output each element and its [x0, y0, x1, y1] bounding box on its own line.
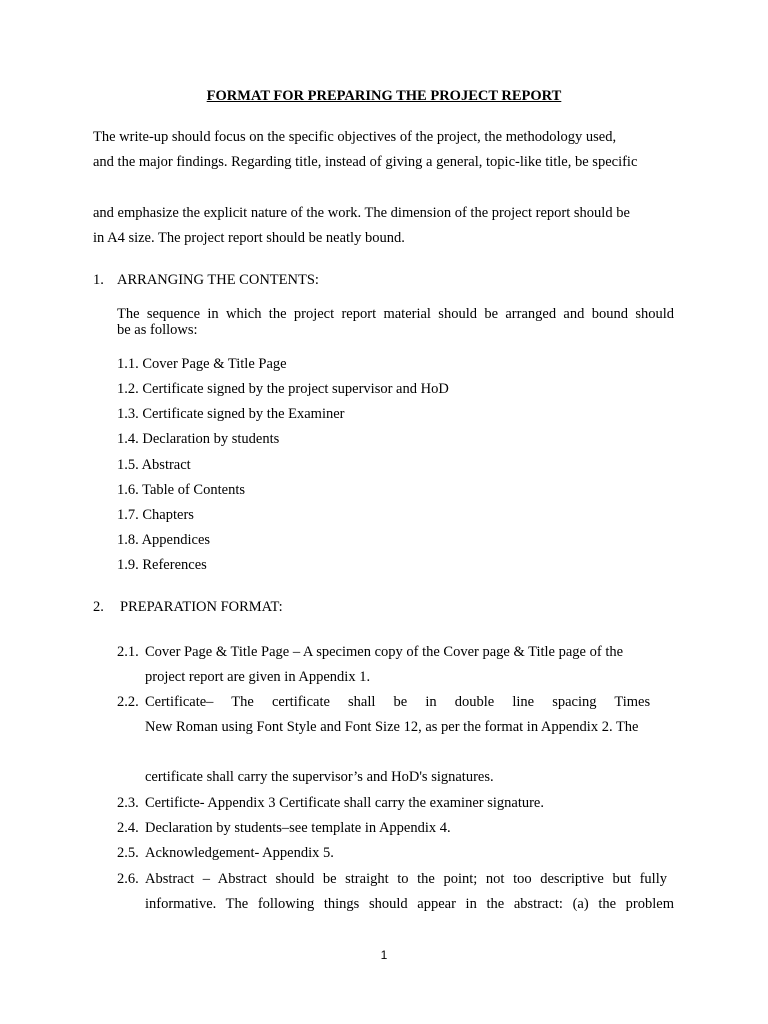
list-item: 1.6. Table of Contents — [117, 482, 245, 498]
list-item: project report are given in Appendix 1. — [145, 669, 371, 685]
intro-line-1: The write-up should focus on the specific objectives of the project, the methodology used, — [93, 129, 617, 145]
intro-line-3: and emphasize the explicit nature of the work. The dimension of the project report should be — [93, 205, 630, 221]
list-item: 1.9. References — [117, 557, 207, 573]
list-item: 1.2. Certificate signed by the project supervisor and HoD — [117, 381, 449, 397]
list-item: 1.5. Abstract — [117, 457, 191, 473]
list-item-number: 2.6. — [117, 871, 139, 887]
intro-line-4: in A4 size. The project report should be neatly bound. — [93, 230, 405, 246]
list-item: Certificte- Appendix 3 Certificate shall carry the examiner signature. — [145, 795, 544, 811]
list-item-number: 2.2. — [117, 694, 139, 710]
list-item: Certificate– The certificate shall be in double line spacing Times — [145, 694, 651, 710]
list-item: 1.1. Cover Page & Title Page — [117, 356, 287, 372]
list-item: 1.8. Appendices — [117, 532, 211, 548]
page-title: FORMAT FOR PREPARING THE PROJECT REPORT — [206, 88, 562, 104]
list-item-number: 2.5. — [117, 845, 139, 861]
section-1-heading: ARRANGING THE CONTENTS: — [117, 272, 319, 288]
section-1-number: 1. — [93, 272, 104, 288]
list-item-number: 2.1. — [117, 644, 139, 660]
list-item: informative. The following things should appear in the abstract: (a) the problem — [145, 896, 674, 912]
intro-line-2: and the major findings. Regarding title, instead of giving a general, topic-like title, be specific — [93, 154, 638, 170]
list-item: New Roman using Font Style and Font Size 12, as per the format in Appendix 2. The — [145, 719, 639, 735]
list-item-number: 2.4. — [117, 820, 139, 836]
list-item-number: 2.3. — [117, 795, 139, 811]
section-1-para-line-1: The sequence in which the project report material should be arranged and bound should — [117, 306, 674, 322]
list-item: Cover Page & Title Page – A specimen copy of the Cover page & Title page of the — [145, 644, 624, 660]
section-2-heading: PREPARATION FORMAT: — [120, 599, 283, 615]
list-item: 1.7. Chapters — [117, 507, 194, 523]
section-1-para-line-2: be as follows: — [117, 322, 198, 338]
list-item: 1.4. Declaration by students — [117, 431, 280, 447]
list-item: Declaration by students–see template in Appendix 4. — [145, 820, 451, 836]
list-item: certificate shall carry the supervisor’s and HoD's signatures. — [145, 769, 494, 785]
list-item: Acknowledgement- Appendix 5. — [145, 845, 334, 861]
list-item: 1.3. Certificate signed by the Examiner — [117, 406, 345, 422]
section-2-number: 2. — [93, 599, 104, 615]
list-item: Abstract – Abstract should be straight to the point; not too descriptive but fully — [145, 871, 667, 887]
page-number: 1 — [380, 948, 388, 962]
